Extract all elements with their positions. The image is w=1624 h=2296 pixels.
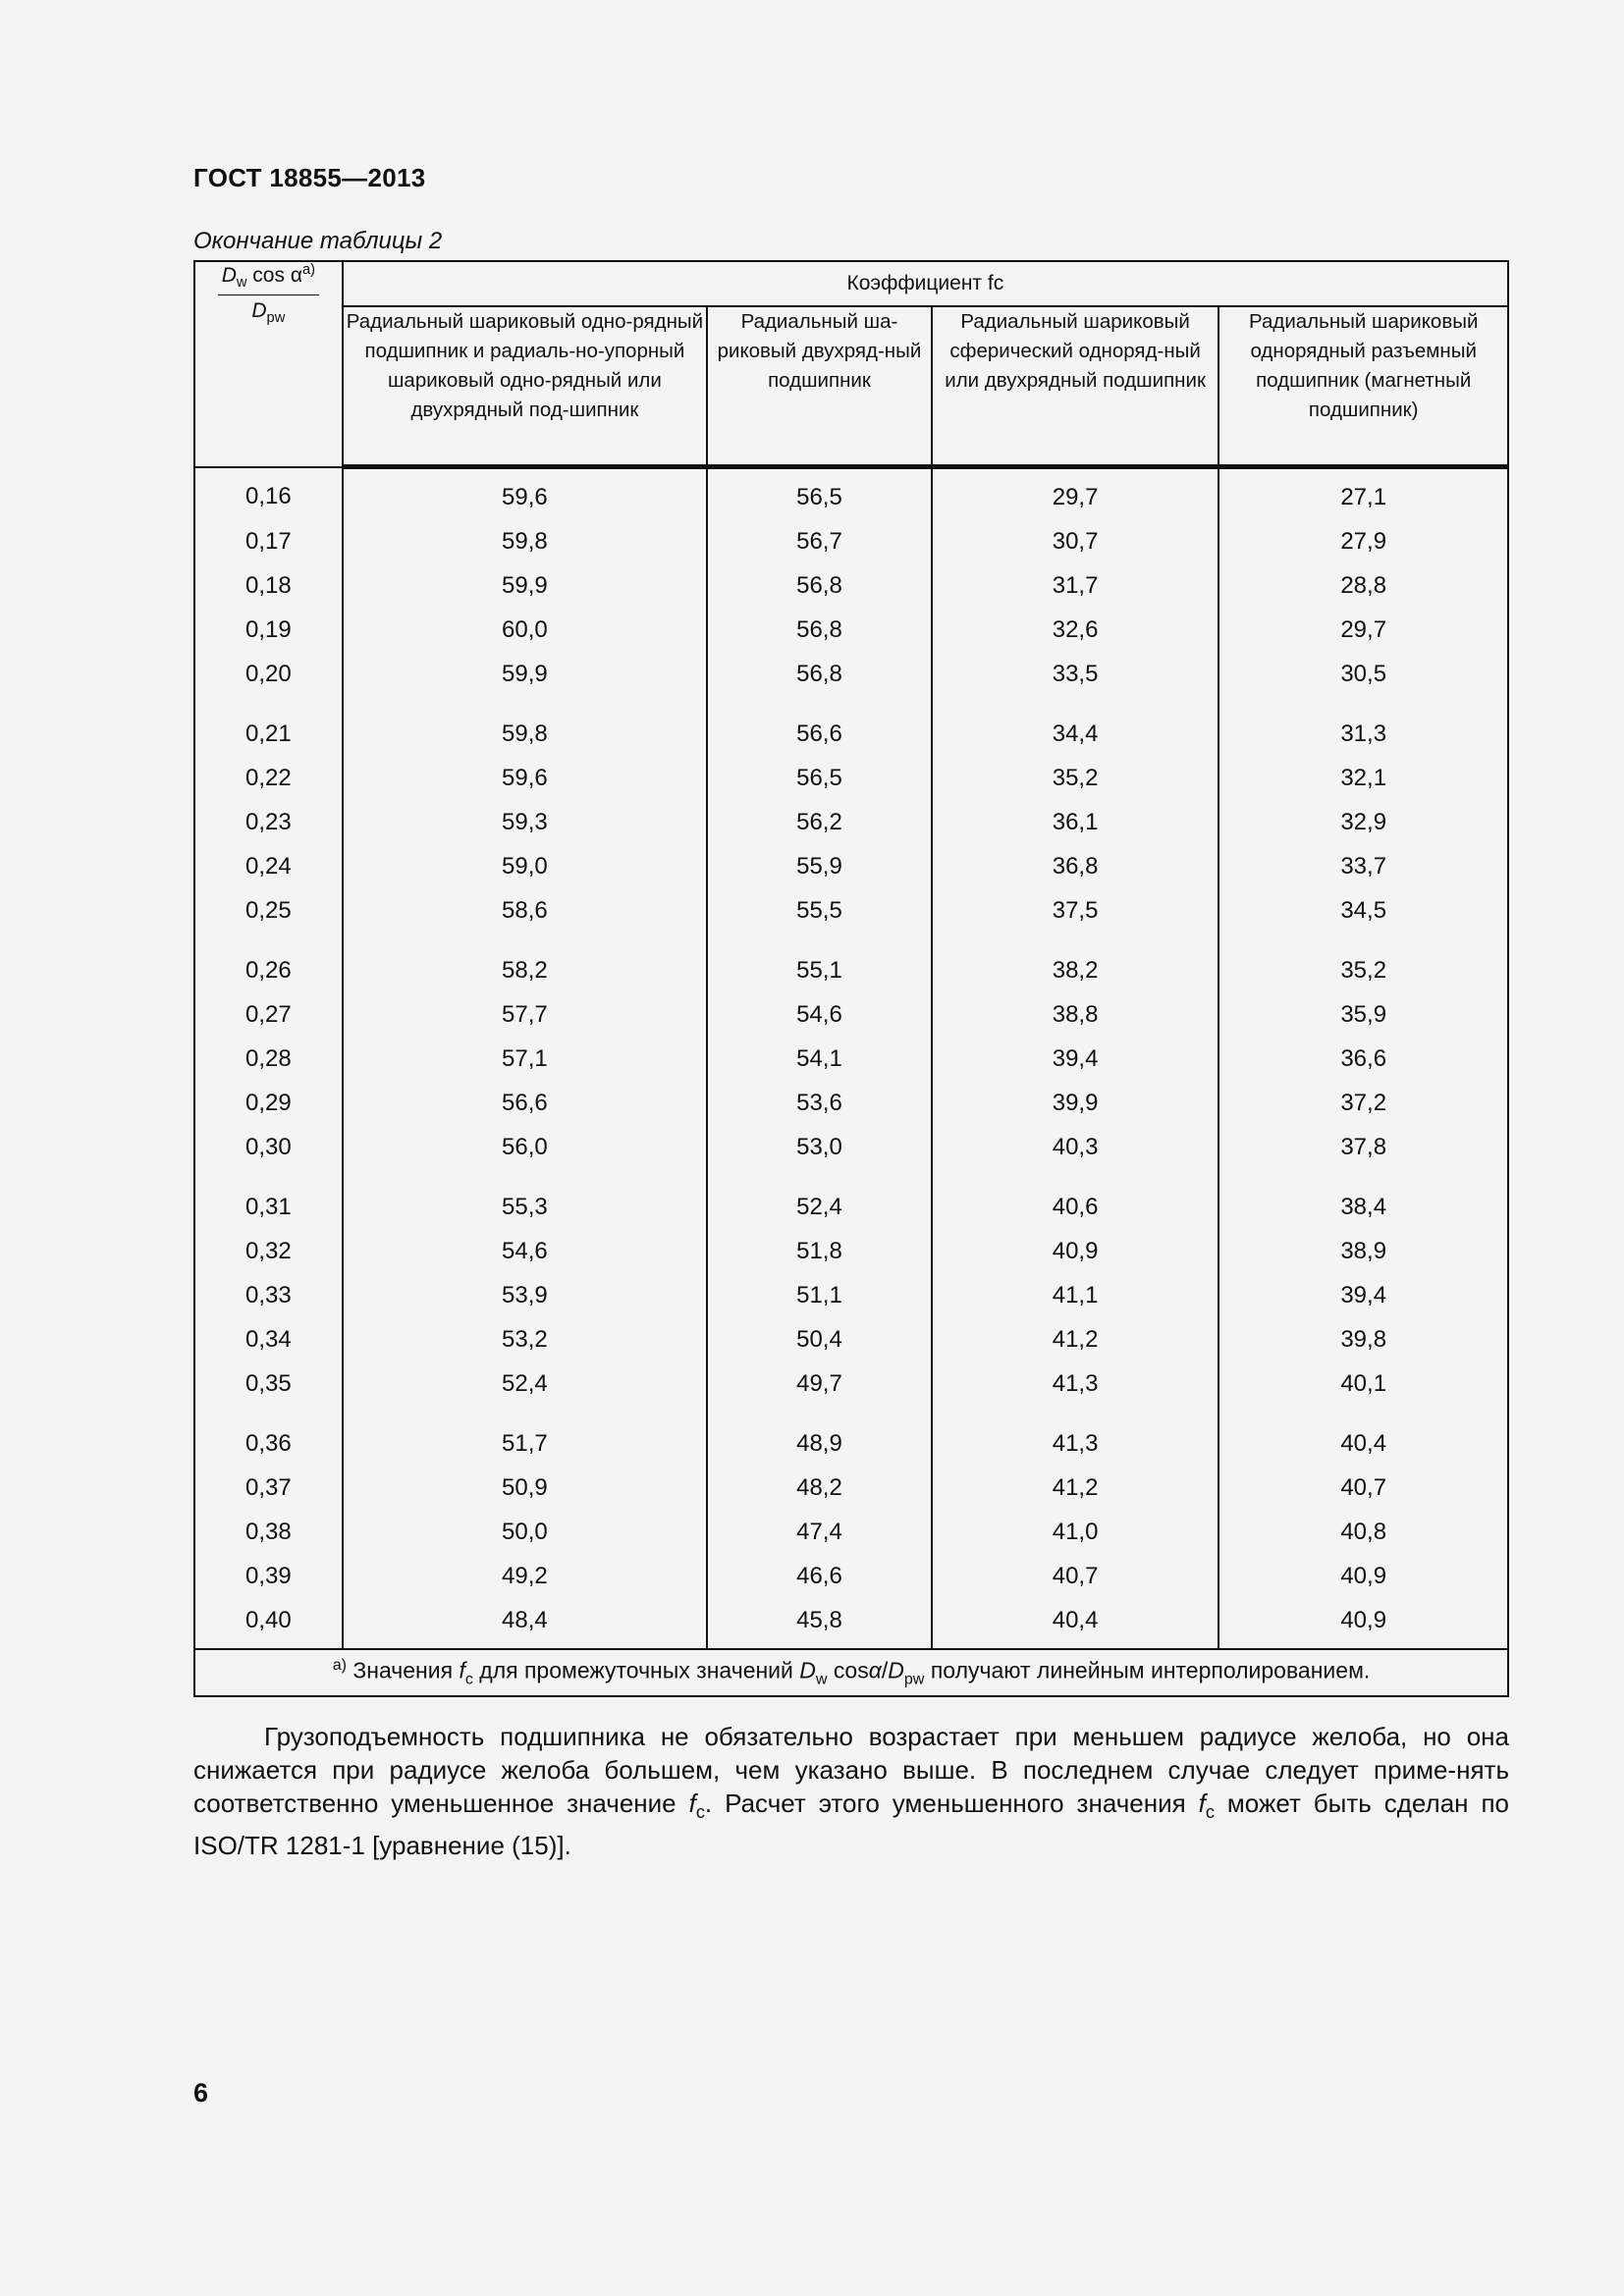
coefficient-cell: 28,8 [1218, 563, 1508, 608]
column-header-1: Радиальный шариковый одно-рядный подшипник и радиаль-но-упорный шариковый одно-рядный или двухрядный под-шипник [343, 306, 707, 467]
coefficient-cell: 39,8 [1218, 1317, 1508, 1362]
table-row [194, 1037, 1508, 1081]
table-row [194, 563, 1508, 608]
coefficient-cell: 55,5 [707, 888, 932, 933]
coefficient-cell: 52,4 [343, 1362, 707, 1406]
ratio-cell: 0,37 [194, 1466, 343, 1510]
table-row [194, 1406, 1508, 1466]
ratio-cell: 0,40 [194, 1598, 343, 1649]
coefficient-cell: 39,4 [932, 1037, 1219, 1081]
table-row [194, 467, 1508, 520]
coefficient-cell: 40,4 [932, 1598, 1219, 1649]
coefficient-cell: 56,5 [707, 756, 932, 800]
coefficient-cell: 38,2 [932, 933, 1219, 992]
coefficient-cell: 50,4 [707, 1317, 932, 1362]
table-row [194, 1169, 1508, 1229]
coefficient-cell: 54,1 [707, 1037, 932, 1081]
page-number: 6 [193, 2078, 209, 2108]
coefficient-cell: 34,5 [1218, 888, 1508, 933]
coefficient-cell: 40,8 [1218, 1510, 1508, 1554]
coefficient-cell: 38,8 [932, 992, 1219, 1037]
coefficient-cell: 56,6 [707, 696, 932, 756]
document-id: ГОСТ 18855—2013 [193, 163, 426, 192]
coefficient-cell: 39,9 [932, 1081, 1219, 1125]
coefficient-cell: 37,2 [1218, 1081, 1508, 1125]
coefficient-cell: 33,7 [1218, 844, 1508, 888]
coefficient-cell: 45,8 [707, 1598, 932, 1649]
coefficient-cell: 38,4 [1218, 1169, 1508, 1229]
ratio-cell: 0,38 [194, 1510, 343, 1554]
coefficient-cell: 40,1 [1218, 1362, 1508, 1406]
ratio-cell: 0,19 [194, 608, 343, 652]
ratio-cell: 0,25 [194, 888, 343, 933]
coefficient-cell: 58,6 [343, 888, 707, 933]
coefficient-cell: 58,2 [343, 933, 707, 992]
column-header-3: Радиальный шариковый сферический одноряд-ный или двухрядный подшипник [932, 306, 1219, 467]
coefficient-cell: 29,7 [932, 467, 1219, 520]
coefficient-cell: 55,9 [707, 844, 932, 888]
coefficient-cell: 39,4 [1218, 1273, 1508, 1317]
coefficient-cell: 35,9 [1218, 992, 1508, 1037]
column-header-4: Радиальный шариковый однорядный разъемный подшипник (магнетный подшипник) [1218, 306, 1508, 467]
table-row [194, 756, 1508, 800]
coefficient-cell: 40,7 [932, 1554, 1219, 1598]
coefficient-cell: 41,2 [932, 1317, 1219, 1362]
coefficient-cell: 41,3 [932, 1406, 1219, 1466]
coefficient-cell: 56,8 [707, 652, 932, 696]
coefficient-cell: 59,3 [343, 800, 707, 844]
coefficient-cell: 35,2 [932, 756, 1219, 800]
coefficient-cell: 50,9 [343, 1466, 707, 1510]
table-row [194, 992, 1508, 1037]
coefficient-cell: 32,9 [1218, 800, 1508, 844]
ratio-cell: 0,32 [194, 1229, 343, 1273]
coefficient-cell: 32,1 [1218, 756, 1508, 800]
ratio-cell: 0,18 [194, 563, 343, 608]
coefficient-cell: 41,2 [932, 1466, 1219, 1510]
coefficient-cell: 52,4 [707, 1169, 932, 1229]
coefficient-cell: 54,6 [343, 1229, 707, 1273]
coefficient-cell: 37,8 [1218, 1125, 1508, 1169]
ratio-cell: 0,39 [194, 1554, 343, 1598]
coefficient-cell: 40,7 [1218, 1466, 1508, 1510]
table-row [194, 1510, 1508, 1554]
coefficient-cell: 55,1 [707, 933, 932, 992]
table-row [194, 652, 1508, 696]
coefficient-cell: 53,9 [343, 1273, 707, 1317]
coefficient-cell: 36,8 [932, 844, 1219, 888]
coefficient-cell: 40,9 [1218, 1598, 1508, 1649]
coefficient-cell: 37,5 [932, 888, 1219, 933]
ratio-cell: 0,35 [194, 1362, 343, 1406]
coefficient-cell: 56,7 [707, 519, 932, 563]
coefficient-cell: 57,1 [343, 1037, 707, 1081]
coefficient-cell: 56,2 [707, 800, 932, 844]
table-row [194, 1229, 1508, 1273]
ratio-cell: 0,29 [194, 1081, 343, 1125]
coefficient-cell: 59,6 [343, 467, 707, 520]
coefficient-cell: 27,1 [1218, 467, 1508, 520]
table-row [194, 1554, 1508, 1598]
coefficient-cell: 51,7 [343, 1406, 707, 1466]
ratio-cell: 0,21 [194, 696, 343, 756]
coefficient-cell: 31,7 [932, 563, 1219, 608]
coefficient-cell: 41,3 [932, 1362, 1219, 1406]
ratio-numerator: $D_w$ $\cos \alpha^{a)}$ [218, 262, 319, 295]
table-row [194, 1273, 1508, 1317]
ratio-cell: 0,36 [194, 1406, 343, 1466]
coefficient-cell: 59,9 [343, 652, 707, 696]
coefficient-cell: 35,2 [1218, 933, 1508, 992]
table-row [194, 519, 1508, 563]
coefficient-cell: 59,9 [343, 563, 707, 608]
ratio-cell: 0,20 [194, 652, 343, 696]
ratio-cell: 0,24 [194, 844, 343, 888]
ratio-cell: 0,27 [194, 992, 343, 1037]
table-row [194, 933, 1508, 992]
coefficient-header: Коэффициент fc [343, 261, 1508, 306]
coefficient-cell: 56,5 [707, 467, 932, 520]
coefficient-cell: 56,0 [343, 1125, 707, 1169]
table-caption: Окончание таблицы 2 [193, 228, 443, 254]
column-headers [194, 306, 1508, 467]
coefficient-cell: 40,9 [1218, 1554, 1508, 1598]
coefficient-cell: 30,7 [932, 519, 1219, 563]
coefficient-cell: 59,8 [343, 696, 707, 756]
coefficient-cell: 33,5 [932, 652, 1219, 696]
table-footnote: $^{a)}$ Значения $f_c$ для промежуточных значений $D_w$ cosα/$D_{pw}$ получают линейным интерполированием. [194, 1649, 1508, 1696]
ratio-denominator: $D_{pw}$ [251, 299, 286, 327]
coefficient-cell: 51,8 [707, 1229, 932, 1273]
coefficient-cell: 56,8 [707, 608, 932, 652]
coefficient-cell: 56,6 [343, 1081, 707, 1125]
coefficient-cell: 27,9 [1218, 519, 1508, 563]
ratio-cell: 0,31 [194, 1169, 343, 1229]
coefficient-cell: 48,2 [707, 1466, 932, 1510]
ratio-cell: 0,16 [194, 467, 343, 520]
coefficient-table [193, 260, 1509, 1697]
ratio-cell: 0,22 [194, 756, 343, 800]
coefficient-cell: 59,6 [343, 756, 707, 800]
table-row [194, 1598, 1508, 1649]
coefficient-cell: 54,6 [707, 992, 932, 1037]
table-row [194, 888, 1508, 933]
coefficient-cell: 50,0 [343, 1510, 707, 1554]
coefficient-cell: 56,8 [707, 563, 932, 608]
coefficient-cell: 40,6 [932, 1169, 1219, 1229]
ratio-cell: 0,33 [194, 1273, 343, 1317]
coefficient-cell: 41,1 [932, 1273, 1219, 1317]
coefficient-cell: 59,8 [343, 519, 707, 563]
table-row [194, 844, 1508, 888]
coefficient-cell: 48,4 [343, 1598, 707, 1649]
ratio-header [194, 261, 343, 467]
coefficient-cell: 36,6 [1218, 1037, 1508, 1081]
coefficient-cell: 36,1 [932, 800, 1219, 844]
coefficient-cell: 30,5 [1218, 652, 1508, 696]
coefficient-cell: 38,9 [1218, 1229, 1508, 1273]
coefficient-cell: 29,7 [1218, 608, 1508, 652]
ratio-cell: 0,23 [194, 800, 343, 844]
table-row [194, 1466, 1508, 1510]
body-paragraph: Грузоподъемность подшипника не обязательно возрастает при меньшем радиусе желоба, но она снижается при радиусе желоба большем, чем указано выше. В последнем случае следует приме-нять соответственно уменьшенное значение $f_c$. Расчет этого уменьшенного значения $f_c$ может быть сделан по ISO/TR 1281-1 [уравнение (15)]. [193, 1722, 1509, 1861]
coefficient-cell: 57,7 [343, 992, 707, 1037]
ratio-cell: 0,28 [194, 1037, 343, 1081]
table-row [194, 1362, 1508, 1406]
column-header-2: Радиальный ша-риковый двухряд-ный подшипник [707, 306, 932, 467]
coefficient-cell: 40,3 [932, 1125, 1219, 1169]
ratio-cell: 0,30 [194, 1125, 343, 1169]
table-row [194, 608, 1508, 652]
table-row [194, 1317, 1508, 1362]
coefficient-cell: 32,6 [932, 608, 1219, 652]
coefficient-cell: 48,9 [707, 1406, 932, 1466]
coefficient-cell: 41,0 [932, 1510, 1219, 1554]
table-row [194, 800, 1508, 844]
coefficient-cell: 51,1 [707, 1273, 932, 1317]
coefficient-cell: 59,0 [343, 844, 707, 888]
coefficient-cell: 53,6 [707, 1081, 932, 1125]
coefficient-cell: 49,7 [707, 1362, 932, 1406]
coefficient-cell: 60,0 [343, 608, 707, 652]
table-row [194, 696, 1508, 756]
coefficient-cell: 55,3 [343, 1169, 707, 1229]
ratio-cell: 0,34 [194, 1317, 343, 1362]
coefficient-cell: 31,3 [1218, 696, 1508, 756]
coefficient-cell: 34,4 [932, 696, 1219, 756]
ratio-fraction [218, 262, 319, 326]
ratio-cell: 0,17 [194, 519, 343, 563]
coefficient-cell: 49,2 [343, 1554, 707, 1598]
ratio-cell: 0,26 [194, 933, 343, 992]
coefficient-cell: 40,9 [932, 1229, 1219, 1273]
coefficient-cell: 53,2 [343, 1317, 707, 1362]
table-row [194, 1081, 1508, 1125]
coefficient-cell: 40,4 [1218, 1406, 1508, 1466]
table-body [194, 467, 1508, 1650]
table-row [194, 1125, 1508, 1169]
coefficient-cell: 53,0 [707, 1125, 932, 1169]
coefficient-cell: 47,4 [707, 1510, 932, 1554]
coefficient-cell: 46,6 [707, 1554, 932, 1598]
